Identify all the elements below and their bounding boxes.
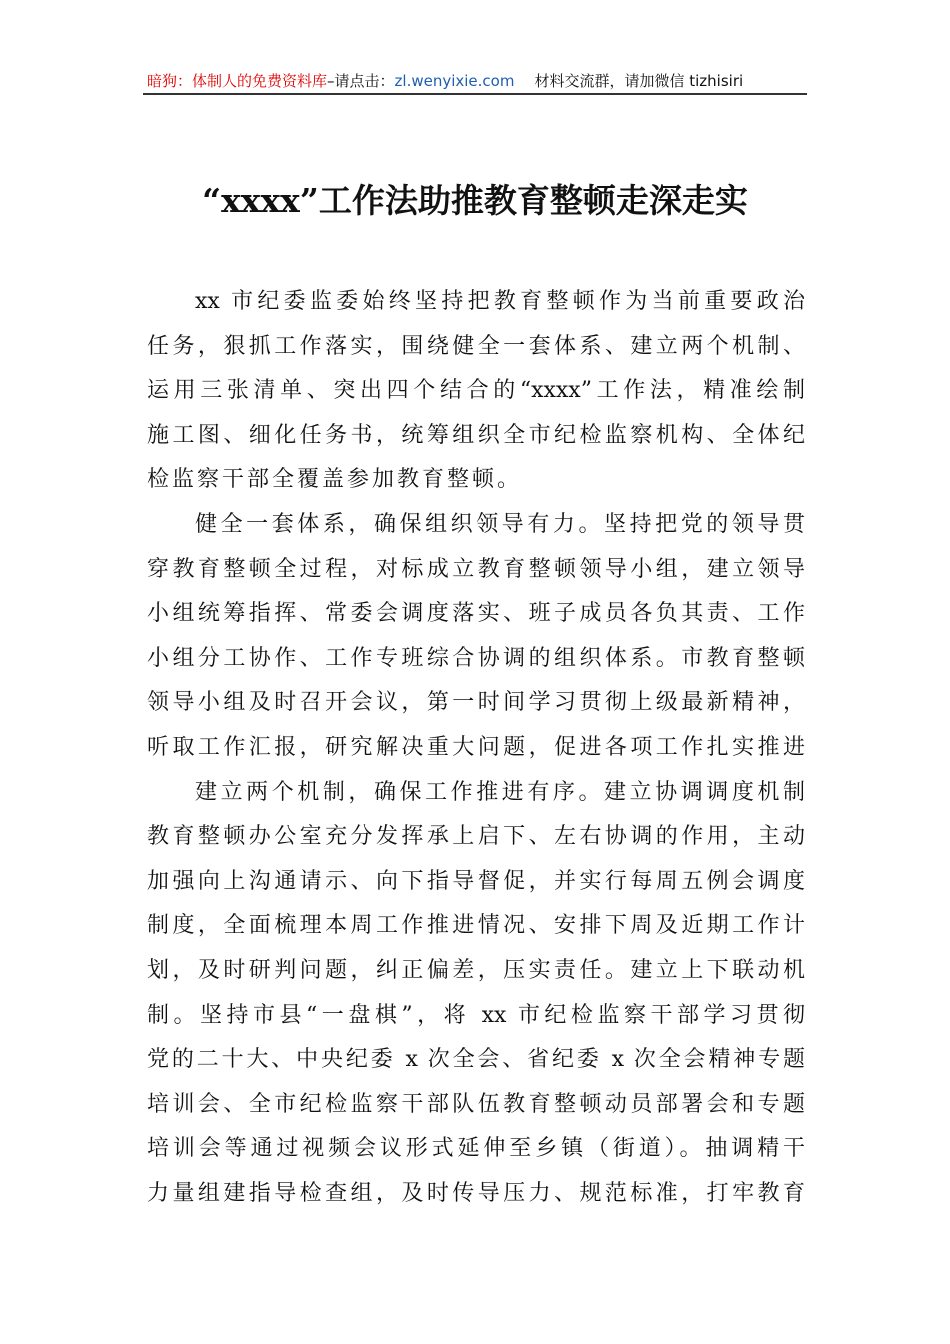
text-line: 教育整顿办公室充分发挥承上启下、左右协调的作用，主动 (147, 824, 805, 850)
text-line: 党的二十大、中央纪委 x 次全会、省纪委 x 次全会精神专题 (147, 1047, 805, 1073)
text-line: 建立两个机制，确保工作推进有序。建立协调调度机制 (195, 779, 805, 805)
paragraph (147, 771, 805, 1217)
text-line: 制。坚持市县“一盘棋”，将 xx 市纪检监察干部学习贯彻 (147, 1002, 805, 1028)
paragraph (147, 503, 805, 771)
text-line: 培训会等通过视频会议形式延伸至乡镇（街道）。抽调精干 (147, 1136, 805, 1162)
text-line: 领导小组及时召开会议，第一时间学习贯彻上级最新精神， (147, 690, 805, 716)
text-line: 小组分工协作、工作专班综合协调的组织体系。市教育整顿 (147, 645, 805, 671)
text-line: 健全一套体系，确保组织领导有力。坚持把党的领导贯 (195, 511, 805, 537)
text-line: 划，及时研判问题，纠正偏差，压实责任。建立上下联动机 (147, 957, 805, 983)
text-line: 听取工作汇报，研究解决重大问题，促进各项工作扎实推进 (147, 734, 805, 760)
text-line: xx 市纪委监委始终坚持把教育整顿作为当前重要政治 (195, 289, 805, 314)
text-line: 检监察干部全覆盖参加教育整顿。 (147, 467, 523, 493)
promo-text: 暗狗：体制人的免费资料库 (147, 72, 328, 90)
text-line: 施工图、细化任务书，统筹组织全市纪检监察机构、全体纪 (147, 422, 805, 448)
promo-header (147, 70, 807, 91)
paragraph (147, 280, 805, 503)
text-line: 运用三张清单、突出四个结合的“xxxx”工作法，精准绘制 (147, 378, 805, 404)
text-line: 制度，全面梳理本周工作推进情况、安排下周及近期工作计 (147, 913, 805, 939)
text-line: 加强向上沟通请示、向下指导督促，并实行每周五例会调度 (147, 868, 805, 894)
text-line: 小组统筹指挥、常委会调度落实、班子成员各负其责、工作 (147, 601, 805, 627)
text-line: 穿教育整顿全过程，对标成立教育整顿领导小组，建立领导 (147, 556, 805, 582)
text-line: 任务，狠抓工作落实，围绕健全一套体系、建立两个机制、 (147, 333, 805, 359)
document-title: “xxxx”工作法助推教育整顿走深走实 (202, 181, 748, 220)
promo-wechat: 材料交流群，请加微信 tizhisiri (534, 72, 744, 90)
text-line: 培训会、全市纪检监察干部队伍教育整顿动员部署会和专题 (147, 1091, 805, 1117)
promo-link[interactable]: zl.wenyixie.com (394, 72, 515, 90)
promo-prompt: –请点击： (327, 72, 395, 90)
document-body (147, 280, 805, 1216)
header-divider (143, 93, 807, 95)
text-line: 力量组建指导检查组，及时传导压力、规范标准，打牢教育 (147, 1180, 805, 1206)
